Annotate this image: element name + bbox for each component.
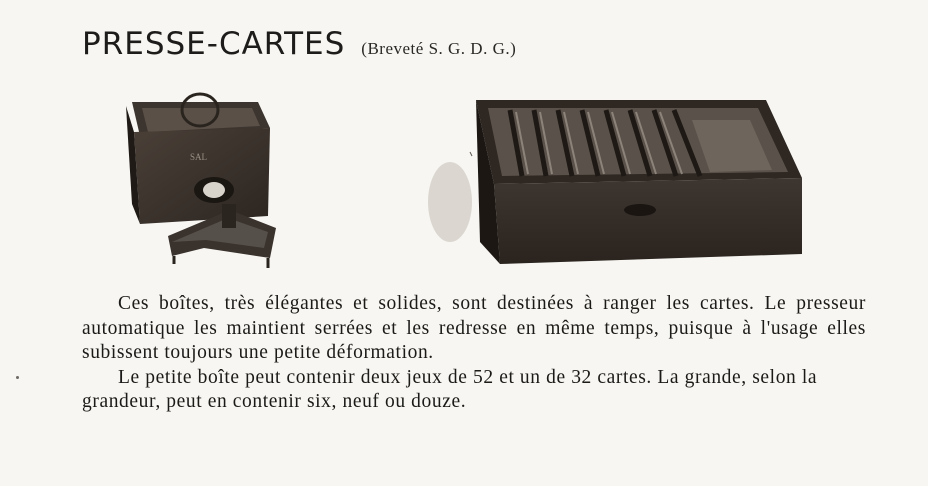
box-label: SAL — [190, 152, 208, 162]
description-paragraph-2: Le petite boîte peut contenir deux jeux de 52 et un de 32 cartes. La grande, selon la grandeur, peut en contenir six, neuf ou douze. — [82, 366, 818, 412]
scan-speck — [16, 376, 19, 379]
large-card-press-image — [410, 92, 820, 272]
page-title: PRESSE-CARTES — [82, 26, 346, 62]
description — [82, 292, 866, 415]
patent-note: (Breveté S. G. D. G.) — [361, 39, 517, 58]
description-paragraph-1: Ces boîtes, très élégantes et solides, sont destinées à ranger les cartes. Le presseur automatique les maintient serrées et les redresse en même temps, puisque à l'usage elles subissent toujours une petite déformation. — [82, 293, 866, 363]
heading — [82, 26, 516, 62]
small-card-press-image — [118, 88, 288, 270]
